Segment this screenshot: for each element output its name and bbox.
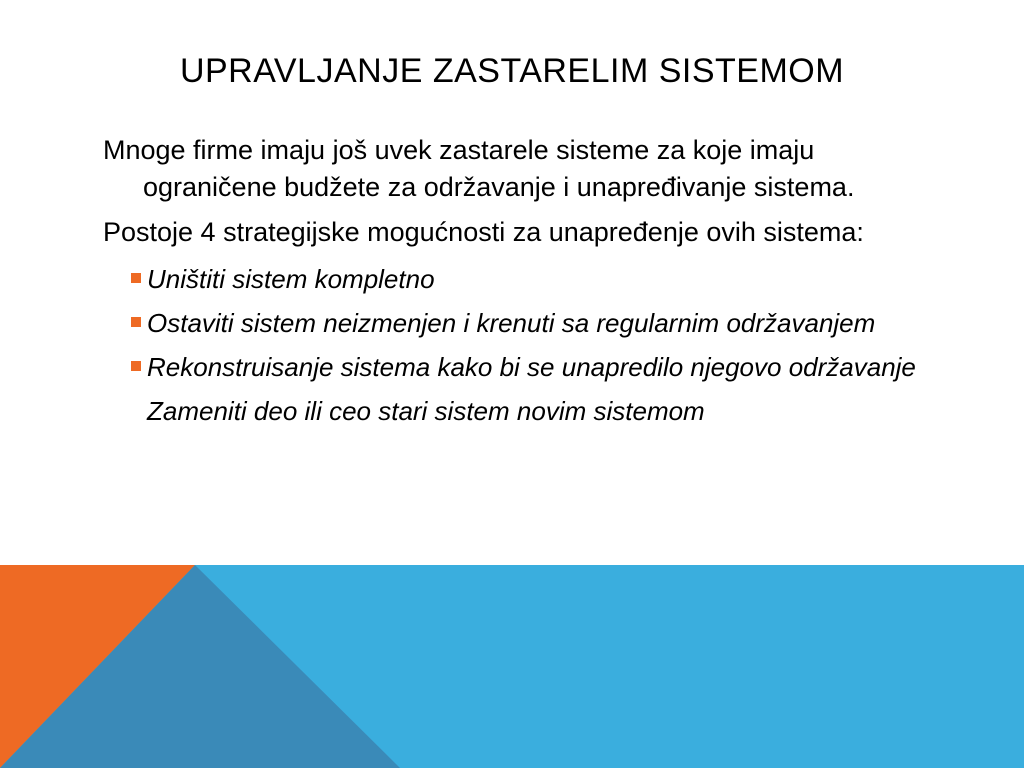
square-bullet-icon <box>131 361 141 371</box>
list-item <box>147 347 923 387</box>
list-item <box>147 303 923 343</box>
list-item-text: Zameniti deo ili ceo stari sistem novim sistemom <box>147 396 705 426</box>
list-item <box>147 391 923 431</box>
list-item-text: Rekonstruisanje sistema kako bi se unapredilo njegovo održavanje <box>147 352 916 382</box>
slide-content <box>103 132 923 435</box>
strategy-list <box>103 259 923 431</box>
square-bullet-icon <box>131 273 141 283</box>
paragraph-strategies: Postoje 4 strategijske mogućnosti za unapređenje ovih sistema: <box>103 217 864 247</box>
list-item-text: Ostaviti sistem neizmenjen i krenuti sa regularnim održavanjem <box>147 308 876 338</box>
list-item <box>147 259 923 299</box>
list-item-text: Uništiti sistem kompletno <box>147 264 435 294</box>
square-bullet-icon <box>131 317 141 327</box>
paragraph-legacy-systems: Mnoge firme imaju još uvek zastarele sisteme za koje imaju ograničene budžete za održavanje i unapređivanje sistema. <box>103 135 855 202</box>
slide-title: UPRAVLJANJE ZASTARELIM SISTEMOM <box>179 52 845 90</box>
